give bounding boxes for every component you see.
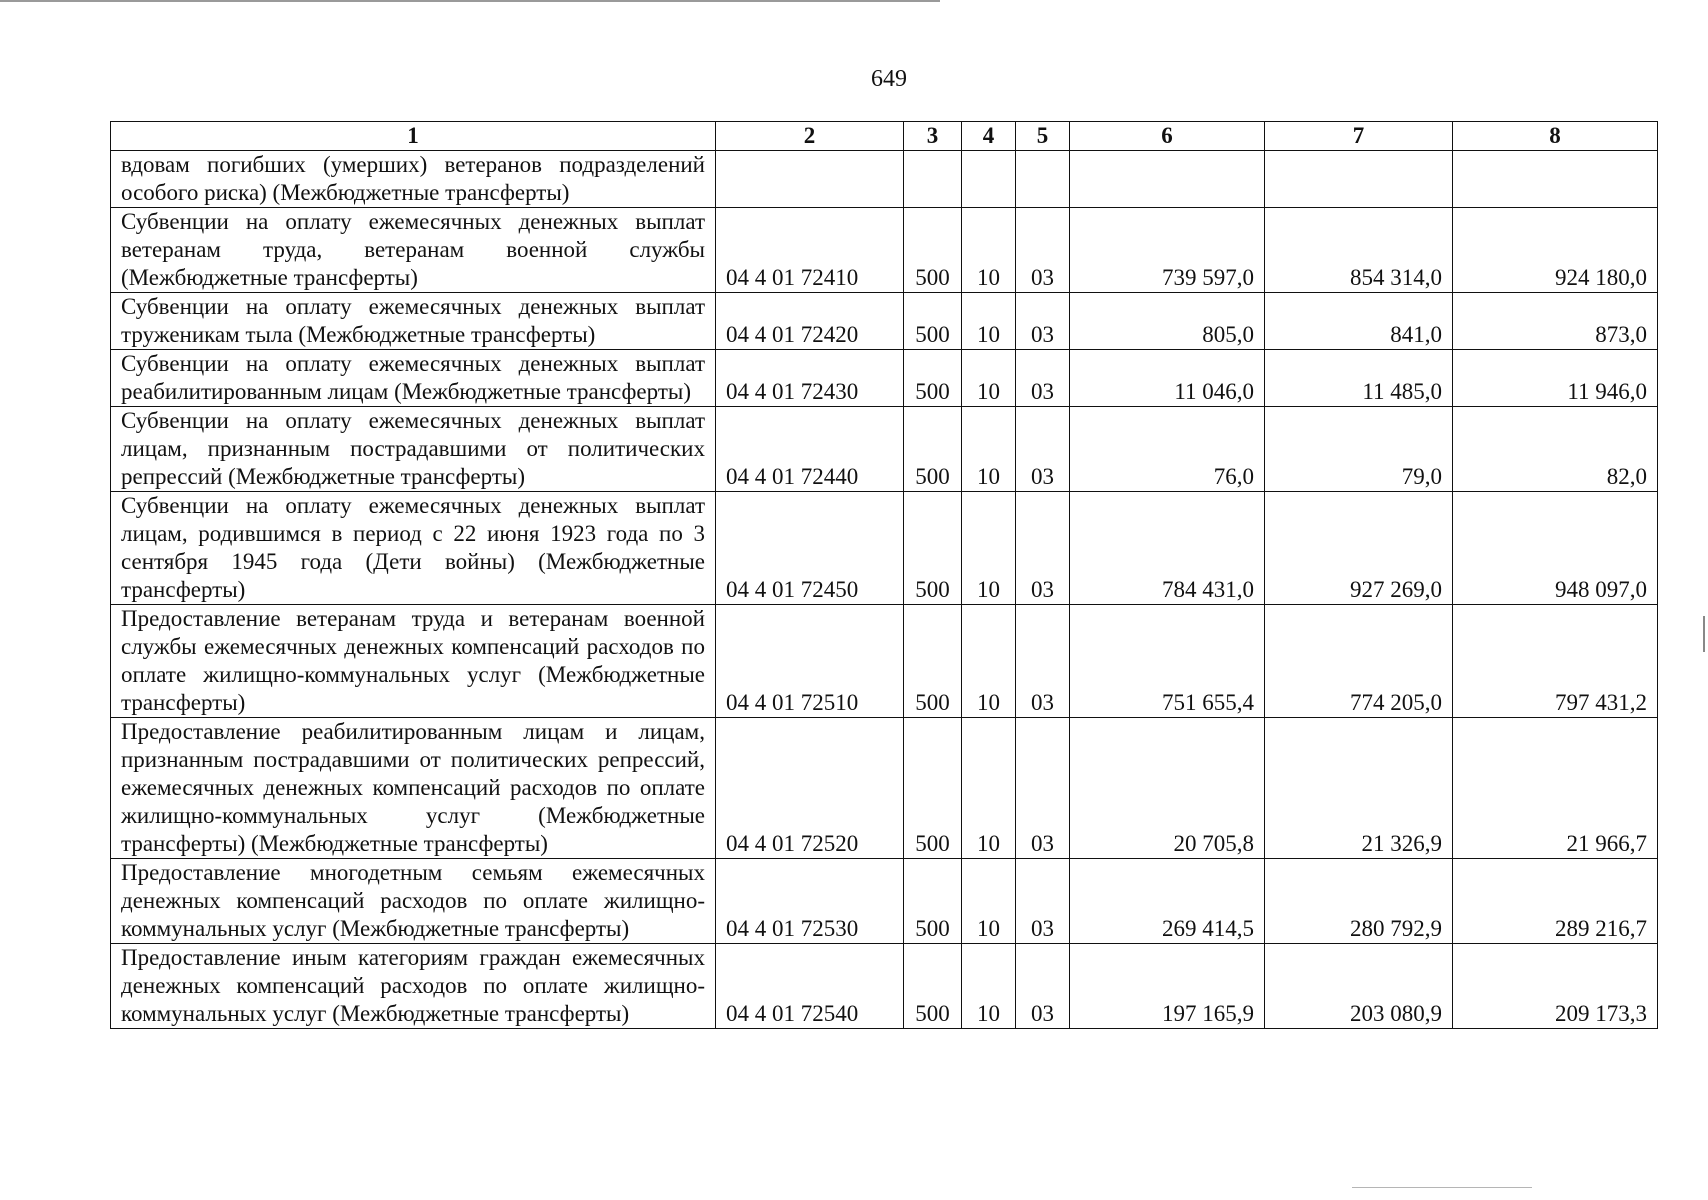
table-row: [111, 718, 1658, 859]
row-value-8: 873,0: [1453, 293, 1658, 350]
row-description: вдовам погибших (умерших) ветеранов подразделений особого риска) (Межбюджетные трансферты): [111, 151, 716, 208]
row-value-7: 79,0: [1265, 407, 1453, 492]
row-col5: 03: [1016, 492, 1070, 605]
row-description: Предоставление реабилитированным лицам и лицам, признанным пострадавшими от политических репрессий, ежемесячных денежных компенсаций расходов по оплате жилищно-коммунальных услуг (Межбюджетные трансферты) (Межбюджетные трансферты): [111, 718, 716, 859]
row-code: 04 4 01 72450: [716, 492, 904, 605]
table-row: [111, 859, 1658, 944]
row-col4: 10: [962, 944, 1016, 1029]
row-value-6: 269 414,5: [1070, 859, 1265, 944]
row-col4: 10: [962, 605, 1016, 718]
row-value-7: 774 205,0: [1265, 605, 1453, 718]
column-header-6: 6: [1070, 122, 1265, 151]
row-value-8: [1453, 151, 1658, 208]
column-header-4: 4: [962, 122, 1016, 151]
budget-table: [110, 121, 1658, 1029]
row-col3: 500: [904, 407, 962, 492]
row-col4: 10: [962, 407, 1016, 492]
table-row: [111, 208, 1658, 293]
table-row: [111, 944, 1658, 1029]
row-value-8: 21 966,7: [1453, 718, 1658, 859]
row-value-8: 11 946,0: [1453, 350, 1658, 407]
table-row: [111, 151, 1658, 208]
column-header-5: 5: [1016, 122, 1070, 151]
row-value-6: 739 597,0: [1070, 208, 1265, 293]
row-value-7: 21 326,9: [1265, 718, 1453, 859]
column-header-7: 7: [1265, 122, 1453, 151]
table-row: [111, 605, 1658, 718]
row-col5: 03: [1016, 944, 1070, 1029]
row-value-7: 927 269,0: [1265, 492, 1453, 605]
row-code: 04 4 01 72430: [716, 350, 904, 407]
row-value-7: 841,0: [1265, 293, 1453, 350]
scan-edge-line: [0, 0, 940, 2]
row-col4: 10: [962, 293, 1016, 350]
table-header: [111, 122, 1658, 151]
row-col3: 500: [904, 944, 962, 1029]
header-row: [111, 122, 1658, 151]
row-value-8: 924 180,0: [1453, 208, 1658, 293]
row-code: [716, 151, 904, 208]
row-code: 04 4 01 72530: [716, 859, 904, 944]
row-value-8: 82,0: [1453, 407, 1658, 492]
row-col5: 03: [1016, 859, 1070, 944]
row-value-7: [1265, 151, 1453, 208]
column-header-3: 3: [904, 122, 962, 151]
row-description: Субвенции на оплату ежемесячных денежных выплат труженикам тыла (Межбюджетные трансферты): [111, 293, 716, 350]
row-col5: 03: [1016, 605, 1070, 718]
row-value-6: 197 165,9: [1070, 944, 1265, 1029]
row-value-7: 854 314,0: [1265, 208, 1453, 293]
row-value-8: 289 216,7: [1453, 859, 1658, 944]
row-value-6: [1070, 151, 1265, 208]
row-col3: 500: [904, 718, 962, 859]
row-description: Субвенции на оплату ежемесячных денежных выплат реабилитированным лицам (Межбюджетные трансферты): [111, 350, 716, 407]
row-col5: 03: [1016, 293, 1070, 350]
row-code: 04 4 01 72420: [716, 293, 904, 350]
row-code: 04 4 01 72510: [716, 605, 904, 718]
row-description: Субвенции на оплату ежемесячных денежных выплат лицам, признанным пострадавшими от политических репрессий (Межбюджетные трансферты): [111, 407, 716, 492]
row-value-6: 20 705,8: [1070, 718, 1265, 859]
row-value-6: 751 655,4: [1070, 605, 1265, 718]
table-body: [111, 151, 1658, 1029]
row-description: Субвенции на оплату ежемесячных денежных выплат лицам, родившимся в период с 22 июня 1923 года по 3 сентября 1945 года (Дети войны) (Межбюджетные трансферты): [111, 492, 716, 605]
row-col3: 500: [904, 350, 962, 407]
row-col3: 500: [904, 293, 962, 350]
row-col5: [1016, 151, 1070, 208]
row-code: 04 4 01 72440: [716, 407, 904, 492]
row-code: 04 4 01 72520: [716, 718, 904, 859]
row-value-6: 11 046,0: [1070, 350, 1265, 407]
row-description: Субвенции на оплату ежемесячных денежных выплат ветеранам труда, ветеранам военной службы (Межбюджетные трансферты): [111, 208, 716, 293]
row-value-8: 797 431,2: [1453, 605, 1658, 718]
row-col4: 10: [962, 208, 1016, 293]
row-col3: 500: [904, 208, 962, 293]
column-header-1: 1: [111, 122, 716, 151]
row-col3: 500: [904, 605, 962, 718]
row-col4: [962, 151, 1016, 208]
row-value-8: 948 097,0: [1453, 492, 1658, 605]
row-col5: 03: [1016, 718, 1070, 859]
row-value-6: 805,0: [1070, 293, 1265, 350]
scan-edge-mark: [1703, 616, 1705, 652]
row-col4: 10: [962, 350, 1016, 407]
row-code: 04 4 01 72540: [716, 944, 904, 1029]
row-col4: 10: [962, 718, 1016, 859]
table-row: [111, 293, 1658, 350]
row-description: Предоставление многодетным семьям ежемесячных денежных компенсаций расходов по оплате жилищно-коммунальных услуг (Межбюджетные трансферты): [111, 859, 716, 944]
row-value-8: 209 173,3: [1453, 944, 1658, 1029]
row-value-7: 11 485,0: [1265, 350, 1453, 407]
row-value-7: 280 792,9: [1265, 859, 1453, 944]
row-description: Предоставление иным категориям граждан ежемесячных денежных компенсаций расходов по оплате жилищно-коммунальных услуг (Межбюджетные трансферты): [111, 944, 716, 1029]
row-col3: [904, 151, 962, 208]
table-row: [111, 350, 1658, 407]
row-col4: 10: [962, 492, 1016, 605]
row-value-6: 76,0: [1070, 407, 1265, 492]
column-header-8: 8: [1453, 122, 1658, 151]
table-row: [111, 492, 1658, 605]
table-row: [111, 407, 1658, 492]
page-number: 649: [871, 66, 907, 92]
row-col3: 500: [904, 859, 962, 944]
row-description: Предоставление ветеранам труда и ветеранам военной службы ежемесячных денежных компенсаций расходов по оплате жилищно-коммунальных услуг (Межбюджетные трансферты): [111, 605, 716, 718]
column-header-2: 2: [716, 122, 904, 151]
row-col5: 03: [1016, 407, 1070, 492]
row-col5: 03: [1016, 350, 1070, 407]
row-value-7: 203 080,9: [1265, 944, 1453, 1029]
row-code: 04 4 01 72410: [716, 208, 904, 293]
row-col3: 500: [904, 492, 962, 605]
scan-footer-line: [1352, 1187, 1532, 1188]
row-col5: 03: [1016, 208, 1070, 293]
row-value-6: 784 431,0: [1070, 492, 1265, 605]
row-col4: 10: [962, 859, 1016, 944]
